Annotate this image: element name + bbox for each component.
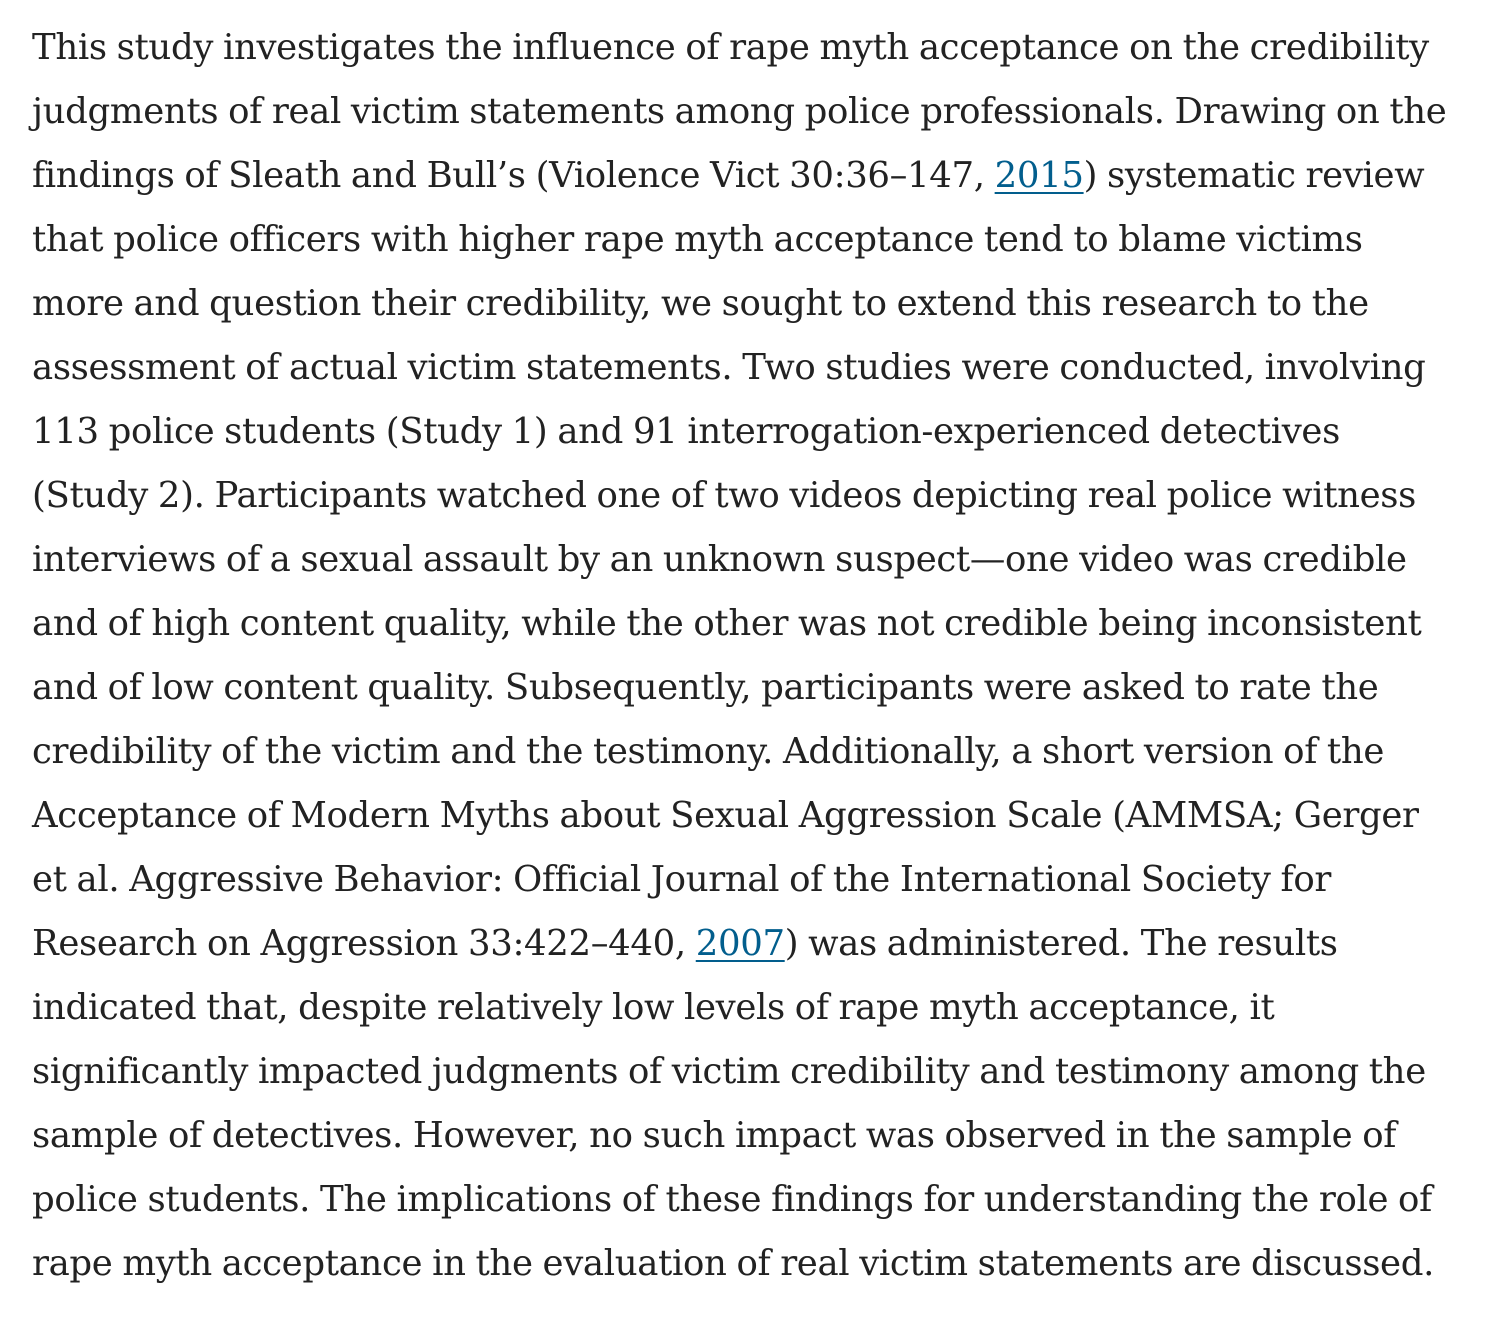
abstract-paragraph bbox=[32, 16, 1452, 1296]
citation-link-2007[interactable]: 2007 bbox=[695, 923, 785, 964]
abstract-text-part-2: ) systematic review that police officers with higher rape myth acceptance tend to blame victims more and question their credibility, we sought to extend this research to the assessment of actual victim statements. Two studies were conducted, involving 113 police students (Study 1) and 91 interrogation-experienced detectives (Study 2). Participants watched one of two videos depicting real police witness interviews of a sexual assault by an unknown suspect—one video was credible and of high content quality, while the other was not credible being inconsistent and of low content quality. Subsequently, participants were asked to rate the credibility of the victim and the testimony. Additionally, a short version of the Acceptance of Modern Myths about Sexual Aggression Scale (AMMSA; Gerger et al. Aggressive Behavior: Official Journal of the International Society for Research on Aggression 33:422–440, bbox=[32, 155, 1426, 964]
abstract-text-part-3: ) was administered. The results indicated that, despite relatively low levels of rape myth acceptance, it significantly impacted judgments of victim credibility and testimony among the sample of detectives. However, no such impact was observed in the sample of police students. The implications of these findings for understanding the role of rape myth acceptance in the evaluation of real victim statements are discussed. bbox=[32, 923, 1435, 1284]
citation-link-2015[interactable]: 2015 bbox=[994, 155, 1084, 196]
abstract-text-part-1: This study investigates the influence of rape myth acceptance on the credibility judgments of real victim statements among police professionals. Drawing on the findings of Sleath and Bull’s (Violence Vict 30:36–147, bbox=[32, 27, 1447, 196]
